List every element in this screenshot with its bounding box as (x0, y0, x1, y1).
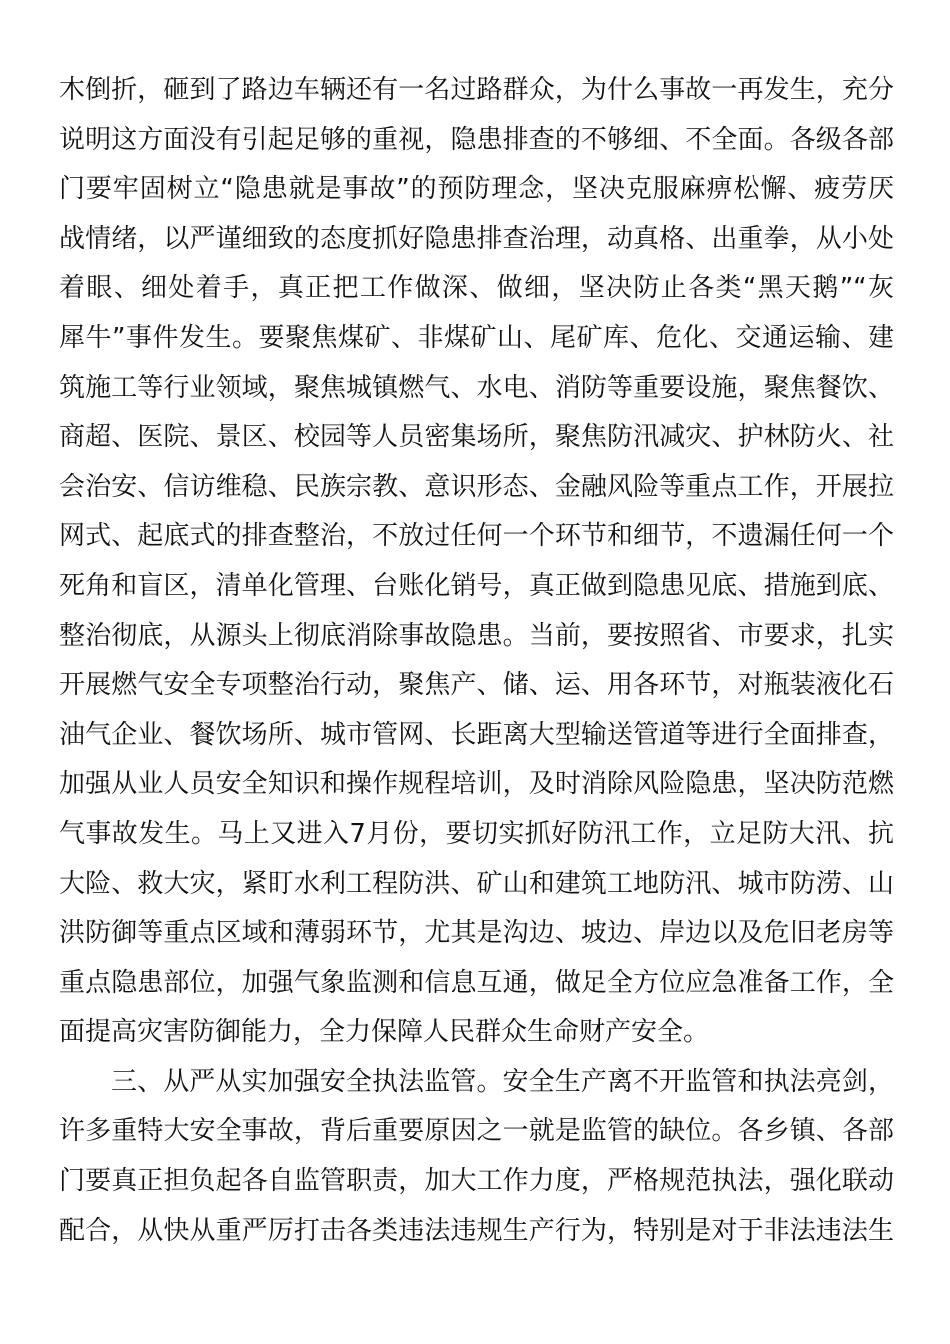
text-line: 说明这方面没有引起足够的重视，隐患排查的不够细、不全面。各级各部 (59, 124, 894, 155)
text-line: 气事故发生。马上又进入7月份，要切实抓好防汛工作，立足防大汛、抗 (59, 818, 894, 849)
document-page (59, 66, 894, 1256)
text-line: 战情绪，以严谨细致的态度抓好隐患排查治理，动真格、出重拳，从小处 (59, 223, 894, 254)
text-line: 木倒折，砸到了路边车辆还有一名过路群众，为什么事故一再发生，充分 (59, 75, 894, 105)
text-line: 会治安、信访维稳、民族宗教、意识形态、金融风险等重点工作，开展拉 (59, 471, 894, 502)
text-line: 网式、起底式的排查整治，不放过任何一个环节和细节，不遗漏任何一个 (59, 521, 894, 552)
text-line: 重点隐患部位，加强气象监测和信息互通，做足全方位应急准备工作，全 (59, 967, 894, 998)
text-line: 整治彻底，从源头上彻底消除事故隐患。当前，要按照省、市要求，扎实 (59, 620, 894, 651)
text-line: 死角和盲区，清单化管理、台账化销号，真正做到隐患见底、措施到底、 (59, 570, 894, 601)
text-line: 筑施工等行业领域，聚焦城镇燃气、水电、消防等重要设施，聚焦餐饮、 (59, 372, 894, 403)
text-line: 着眼、细处着手，真正把工作做深、做细，坚决防止各类“黑天鹅”“灰 (59, 273, 894, 304)
section-heading-line: 三、从严从实加强安全执法监管。安全生产离不开监管和执法亮剑， (111, 1066, 894, 1097)
text-line: 加强从业人员安全知识和操作规程培训，及时消除风险隐患，坚决防范燃 (59, 769, 894, 800)
text-line: 油气企业、餐饮场所、城市管网、长距离大型输送管道等进行全面排查， (59, 719, 894, 750)
text-line: 犀牛”事件发生。要聚焦煤矿、非煤矿山、尾矿库、危化、交通运输、建 (59, 322, 894, 353)
text-line: 许多重特大安全事故，背后重要原因之一就是监管的缺位。各乡镇、各部 (59, 1116, 894, 1147)
text-line: 配合，从快从重严厉打击各类违法违规生产行为，特别是对于非法违法生 (59, 1215, 894, 1246)
text-line: 门要牢固树立“隐患就是事故”的预防理念，坚决克服麻痹松懈、疲劳厌 (59, 174, 894, 205)
text-line: 商超、医院、景区、校园等人员密集场所，聚焦防汛减灾、护林防火、社 (59, 422, 894, 453)
text-line: 开展燃气安全专项整治行动，聚焦产、储、运、用各环节，对瓶装液化石 (59, 670, 894, 701)
text-line: 门要真正担负起各自监管职责，加大工作力度，严格规范执法，强化联动 (59, 1166, 894, 1197)
paragraph-end-line: 面提高灾害防御能力，全力保障人民群众生命财产安全。 (59, 1017, 710, 1048)
text-line: 大险、救大灾，紧盯水利工程防洪、矿山和建筑工地防汛、城市防涝、山 (59, 868, 894, 899)
text-line: 洪防御等重点区域和薄弱环节，尤其是沟边、坡边、岸边以及危旧老房等 (59, 918, 894, 949)
